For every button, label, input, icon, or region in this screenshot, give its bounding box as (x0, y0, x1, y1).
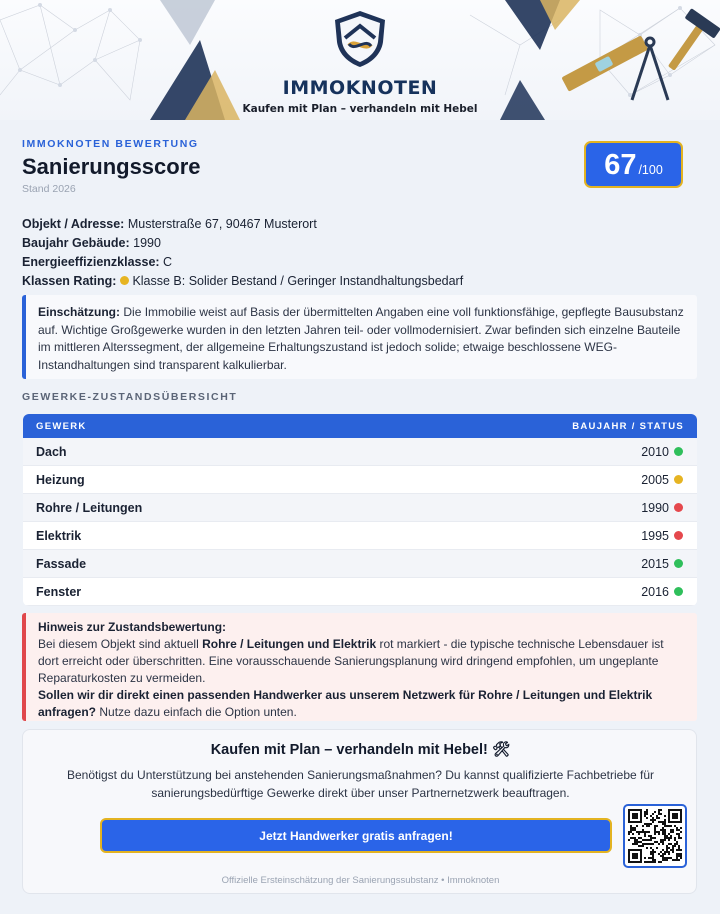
cta-card (22, 729, 697, 894)
request-craftsman-button[interactable]: Jetzt Handwerker gratis anfragen! (100, 818, 612, 853)
cta-footer: Offizielle Ersteinschätzung der Sanierungssubstanz • Immoknoten (221, 875, 500, 886)
rating-label: Klassen Rating: (22, 274, 117, 288)
table-row (23, 438, 697, 466)
trade-status (641, 529, 683, 543)
trade-status (641, 557, 683, 571)
trade-year: 2016 (641, 584, 669, 599)
info-year (22, 234, 463, 253)
score-badge (584, 141, 683, 188)
object-info (22, 215, 463, 291)
table-header (23, 414, 697, 438)
address-label: Objekt / Adresse: (22, 217, 125, 231)
info-rating (22, 272, 463, 291)
warning-text (38, 636, 685, 687)
table-row (23, 550, 697, 578)
cta-text: Benötigst du Unterstützung bei anstehenden Sanierungsmaßnahmen? Du kannst qualifizierte Fachbetriebe für sanierungsbedürftige Gewerke direkt über unser Partnernetzwerk beauftragen. (66, 768, 655, 800)
logo-shield-icon (329, 8, 391, 70)
score-max: /100 (638, 163, 663, 177)
rating-value: Klasse B: Solider Bestand / Geringer Instandhaltungsbedarf (132, 274, 464, 288)
energy-label: Energieeffizienzklasse: (22, 255, 160, 269)
year-label: Baujahr Gebäude: (22, 236, 130, 250)
warning-highlight: Rohre / Leitungen und Elektrik (202, 637, 377, 651)
warning-question: Sollen wir dir direkt einen passenden Handwerker aus unserem Netzwerk für Rohre / Leitungen und Elektrik anfragen? (38, 688, 653, 719)
status-dot-icon (674, 587, 683, 596)
trade-year: 2010 (641, 444, 669, 459)
col-header-status: BAUJAHR / STATUS (572, 420, 684, 432)
cta-title: Kaufen mit Plan – verhandeln mit Hebel! 🛠 (210, 742, 511, 758)
trade-status (641, 501, 683, 515)
table-section-title: GEWERKE-ZUSTANDSÜBERSICHT (22, 391, 238, 403)
brand-logo (230, 8, 490, 115)
warning-title: Hinweis zur Zustandsbewertung: (38, 620, 227, 634)
trade-year: 2005 (641, 472, 669, 487)
trade-year: 1995 (641, 528, 669, 543)
year-value: 1990 (133, 236, 161, 250)
warning-text-start: Bei diesem Objekt sind aktuell (38, 637, 203, 651)
trade-name: Fassade (36, 556, 87, 571)
status-dot-icon (674, 559, 683, 568)
assessment-text: Die Immobilie weist auf Basis der übermittelten Angaben eine voll funktionsfähige, gepflegte Bausubstanz auf. Wichtige Großgewerke wurden in den letzten Jahren teil- oder vollmodernisiert. Zwar befinden sich einzelne Bauteile im mittleren Alterssegment, der allgemeine Erhaltungszustand ist jedoch solide; etwaige beschlossene WEG-Instandhaltungen sind transparent kalkulierbar. (38, 305, 684, 372)
trade-year: 2015 (641, 556, 669, 571)
table-row (23, 578, 697, 606)
table-row (23, 494, 697, 522)
trade-status (641, 473, 683, 487)
status-dot-icon (674, 447, 683, 456)
status-dot-icon (674, 475, 683, 484)
page-title: Sanierungsscore (22, 154, 201, 179)
energy-value: C (163, 255, 173, 269)
trade-name: Fenster (36, 584, 82, 599)
trade-status (641, 445, 683, 459)
trade-year: 1990 (641, 500, 669, 515)
brand-tagline: Kaufen mit Plan – verhandeln mit Hebel (242, 103, 478, 115)
assessment-box (22, 295, 697, 379)
brand-name: IMMOKNOTEN (282, 77, 438, 99)
warning-question-hint: Nutze dazu einfach die Option unten. (96, 705, 297, 719)
warning-box (22, 613, 697, 721)
status-dot-icon (674, 503, 683, 512)
warning-text-end: rot markiert - die typische technische Lebensdauer ist dort erreicht oder überschritten. Eine vorausschauende Sanierungsplanung wird dringend empfohlen, um ungeplante Reparaturkosten zu vermeiden. (38, 637, 664, 685)
trade-name: Elektrik (36, 528, 82, 543)
address-value: Musterstraße 67, 90467 Musterort (127, 217, 317, 231)
col-header-trade: GEWERK (36, 420, 87, 432)
trades-table (23, 414, 697, 606)
score-value: 67 (604, 149, 637, 181)
report-date: Stand 2026 (22, 183, 76, 195)
assessment-label: Einschätzung: (38, 305, 121, 319)
table-row (23, 466, 697, 494)
rating-status-dot-icon (120, 276, 129, 285)
info-energy (22, 253, 463, 272)
trade-name: Dach (36, 444, 67, 459)
qr-code-graphic (628, 809, 682, 863)
table-row (23, 522, 697, 550)
qr-code-icon[interactable] (623, 804, 687, 868)
trade-status (641, 585, 683, 599)
warning-question-line (38, 687, 685, 721)
trade-name: Rohre / Leitungen (36, 500, 143, 515)
status-dot-icon (674, 531, 683, 540)
info-address (22, 215, 463, 234)
header-banner (0, 0, 720, 120)
report-kicker: IMMOKNOTEN BEWERTUNG (22, 138, 199, 150)
trade-name: Heizung (36, 472, 85, 487)
